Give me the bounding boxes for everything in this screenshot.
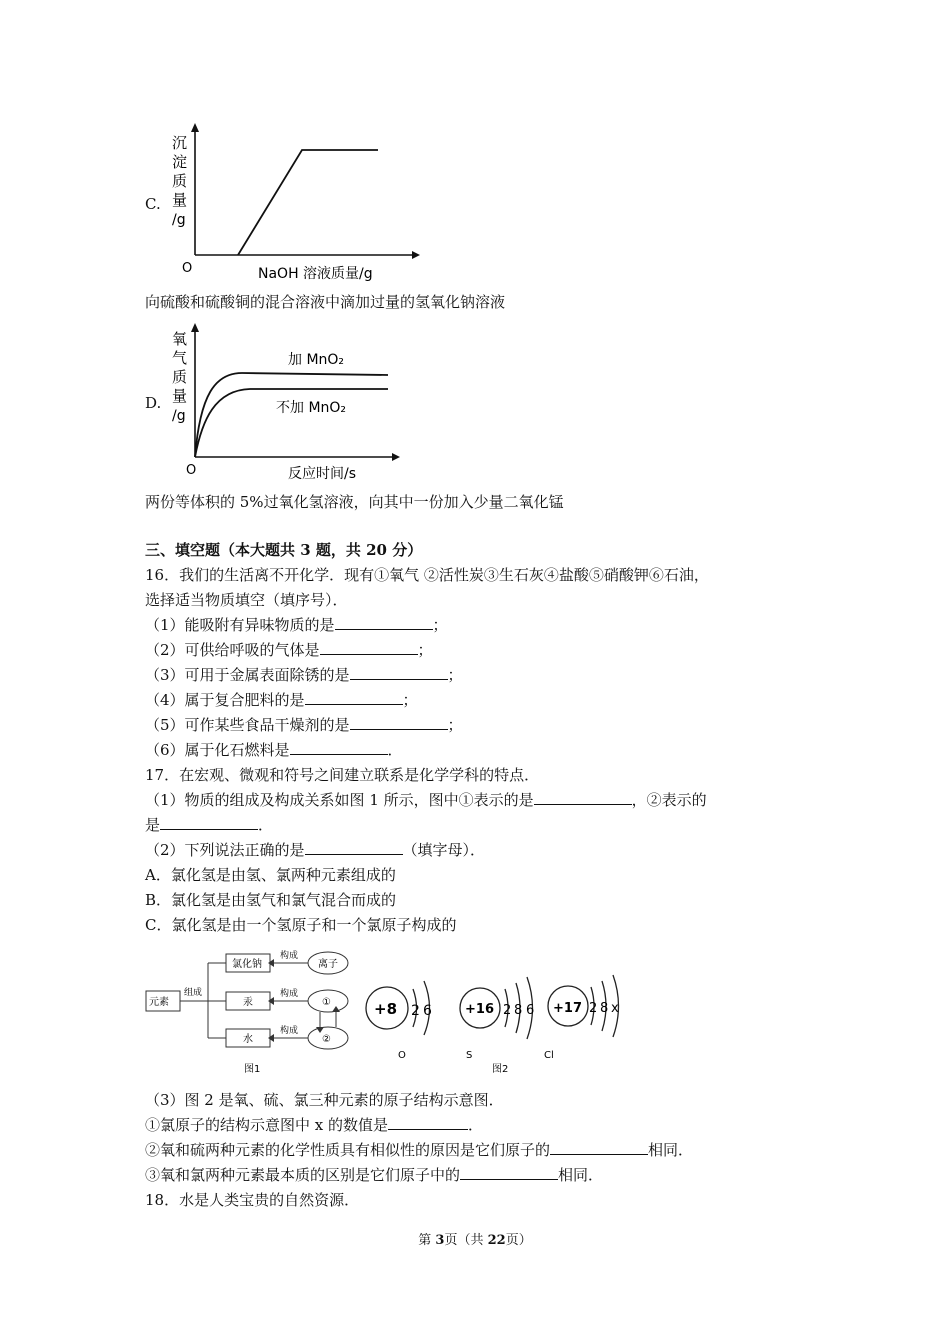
- chart-c-ylabel-2: 淀: [172, 153, 188, 171]
- chart-d-x-arrow: [392, 453, 400, 461]
- chart-d-y-arrow: [191, 323, 199, 332]
- answer-blank[interactable]: [534, 788, 632, 805]
- water-label: 水: [243, 1034, 253, 1045]
- figure-1-caption: 图1: [244, 1064, 261, 1075]
- oxygen-name: O: [398, 1050, 406, 1061]
- chart-d: [160, 320, 400, 485]
- q17-part3-2: ②氧和硫两种元素的化学性质具有相似性的原因是它们原子的 相同．: [145, 1138, 693, 1162]
- chart-c-curve: [238, 150, 378, 255]
- q17-option-c: C．氯化氢是由一个氢原子和一个氯原子构成的: [145, 916, 457, 934]
- sulfur-name: S: [466, 1050, 473, 1061]
- chart-d-ylabel-1: 氧: [172, 330, 188, 348]
- ion-label: 离子: [318, 959, 338, 970]
- chart-c-caption: 向硫酸和硫酸铜的混合溶液中滴加过量的氢氧化钠溶液: [145, 293, 506, 311]
- answer-blank[interactable]: [350, 663, 448, 680]
- oxygen-nucleus-label: +8: [374, 1000, 398, 1018]
- chart-c-ylabel-1: 沉: [172, 134, 188, 152]
- circle-2-label: ②: [322, 1034, 331, 1045]
- q18-stem: 18．水是人类宝贵的自然资源．: [145, 1191, 360, 1209]
- chart-c-y-arrow: [191, 123, 199, 132]
- answer-blank[interactable]: [350, 713, 448, 730]
- chart-d-ylabel-2: 气: [172, 349, 188, 367]
- chart-c-ylabel-5: /g: [172, 212, 186, 228]
- chart-d-ylabel-3: 质: [172, 368, 188, 386]
- q17-option-b: B．氯化氢是由氢气和氯气混合而成的: [145, 891, 397, 909]
- figure-2-atoms: [360, 965, 630, 1080]
- option-d-label: D.: [145, 394, 162, 412]
- answer-blank[interactable]: [160, 813, 258, 830]
- page-footer: 第 3页（共 22页）: [418, 1233, 532, 1248]
- q17-part3-3: ③氧和氯两种元素最本质的区别是它们原子中的 相同．: [145, 1163, 603, 1187]
- q17-option-a: A．氯化氢是由氢、氯两种元素组成的: [145, 866, 396, 884]
- element-label: 元素: [149, 997, 169, 1008]
- q17-part2: （2）下列说法正确的是 （填字母）．: [145, 838, 485, 862]
- q16-item-6: （6）属于化石燃料是 ．: [145, 738, 403, 762]
- build-label-1: 构成: [280, 951, 299, 961]
- chart-d-label-without: 不加 MnO₂: [276, 400, 347, 416]
- chart-d-ylabel-5: /g: [172, 408, 186, 424]
- sulfur-nucleus-label: +16: [465, 1002, 494, 1017]
- answer-blank[interactable]: [290, 738, 388, 755]
- answer-blank[interactable]: [335, 613, 433, 630]
- q16-stem: 16．我们的生活离不开化学．现有①氧气 ②活性炭③生石灰④盐酸⑤硝酸钾⑥石油，: [145, 566, 709, 584]
- q17-part3-1: ①氯原子的结构示意图中 x 的数值是 ．: [145, 1113, 483, 1137]
- option-c-label: C.: [145, 195, 161, 213]
- chart-c-ylabel-4: 量: [172, 191, 188, 209]
- chlorine-shell-3: x: [611, 1001, 619, 1016]
- nacl-label: 氯化钠: [232, 959, 262, 970]
- figure-2-caption: 图2: [492, 1064, 509, 1075]
- chart-c-ylabel-3: 质: [172, 172, 188, 190]
- chart-c: [160, 120, 420, 285]
- answer-blank[interactable]: [550, 1138, 648, 1155]
- page-total: 22: [487, 1233, 506, 1248]
- section-heading: 三、填空题（本大题共 3 题，共 20 分）: [145, 541, 423, 559]
- circle-1-label: ①: [322, 997, 331, 1008]
- chart-d-origin: O: [186, 463, 197, 478]
- q17-part3: （3）图 2 是氧、硫、氯三种元素的原子结构示意图．: [145, 1091, 504, 1109]
- sulfur-shell-1: 2: [503, 1003, 512, 1018]
- chlorine-nucleus-label: +17: [553, 1001, 582, 1016]
- q16-item-3: （3）可用于金属表面除锈的是 ；: [145, 663, 463, 687]
- chart-d-xlabel: 反应时间/s: [288, 466, 357, 482]
- chlorine-name: Cl: [544, 1050, 554, 1061]
- q17-part1: （1）物质的组成及构成关系如图 1 所示，图中①表示的是 ，②表示的: [145, 788, 707, 812]
- chart-c-xlabel: NaOH 溶液质量/g: [258, 266, 373, 282]
- chart-d-caption: 两份等体积的 5%过氧化氢溶液，向其中一份加入少量二氧化锰: [145, 493, 564, 511]
- chart-c-origin: O: [182, 261, 193, 276]
- q16-item-1: （1）能吸附有异味物质的是 ；: [145, 613, 448, 637]
- q16-item-2: （2）可供给呼吸的气体是 ；: [145, 638, 433, 662]
- chlorine-shell-2: 8: [600, 1001, 609, 1016]
- q16-item-4: （4）属于复合肥料的是 ；: [145, 688, 418, 712]
- oxygen-shell-2: 6: [423, 1003, 432, 1019]
- chart-c-x-arrow: [412, 251, 420, 259]
- build-label-2: 构成: [280, 989, 299, 999]
- answer-blank[interactable]: [305, 688, 403, 705]
- sulfur-shell-3: 6: [526, 1003, 535, 1018]
- answer-blank[interactable]: [460, 1163, 558, 1180]
- sulfur-shell-2: 8: [514, 1003, 523, 1018]
- answer-blank[interactable]: [305, 838, 403, 855]
- answer-blank[interactable]: [320, 638, 418, 655]
- figure-1-diagram: [140, 945, 365, 1080]
- q16-item-5: （5）可作某些食品干燥剂的是 ；: [145, 713, 463, 737]
- hg-label: 汞: [243, 997, 253, 1008]
- page-number: 3: [435, 1233, 445, 1248]
- chart-d-label-with: 加 MnO₂: [288, 352, 345, 368]
- oxygen-shell-1: 2: [411, 1003, 420, 1019]
- answer-blank[interactable]: [388, 1113, 468, 1130]
- chart-d-ylabel-4: 量: [172, 387, 188, 405]
- compose-label: 组成: [184, 988, 203, 998]
- q17-part1-cont: 是 ．: [145, 813, 273, 837]
- chlorine-shell-1: 2: [589, 1001, 598, 1016]
- q16-stem-2: 选择适当物质填空（填序号）．: [145, 591, 348, 609]
- q17-stem: 17．在宏观、微观和符号之间建立联系是化学学科的特点．: [145, 766, 540, 784]
- build-label-3: 构成: [280, 1026, 299, 1036]
